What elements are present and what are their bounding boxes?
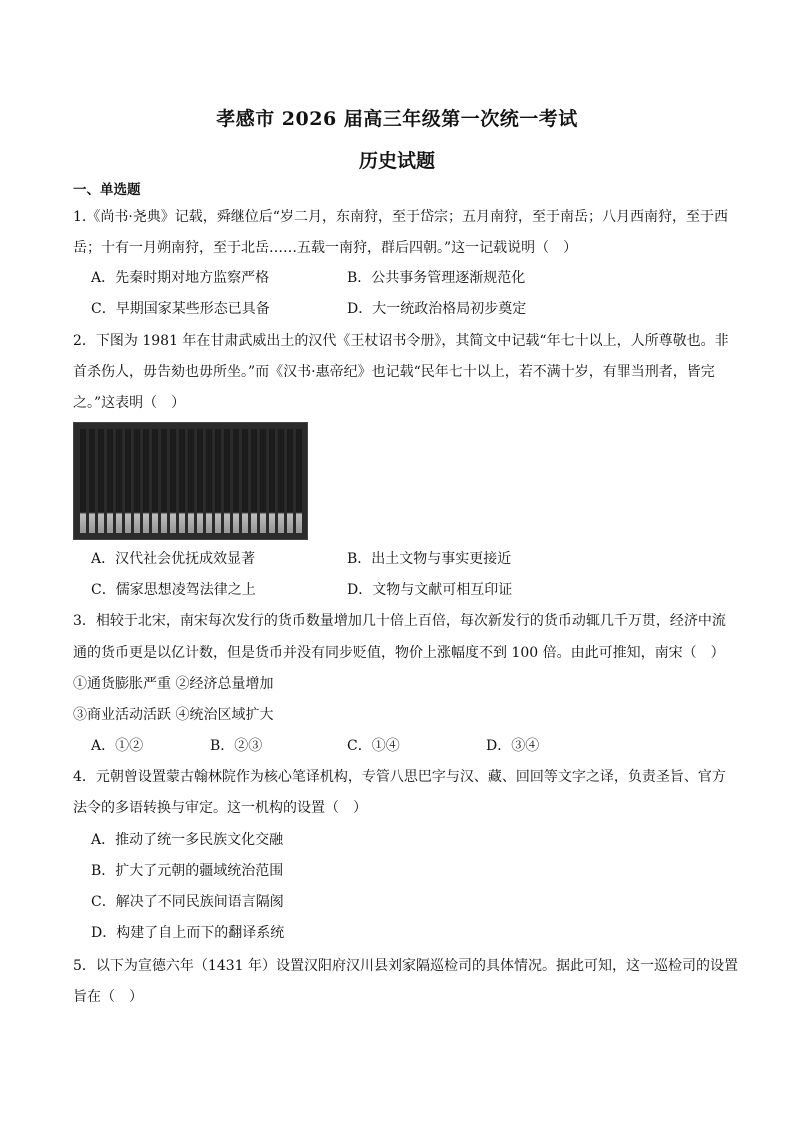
q4-option-a[interactable]: A．推动了统一多民族文化交融 [91, 832, 284, 848]
q5-stem-line-2: 旨在（ ） [73, 989, 143, 1005]
section-heading: 一、单选题 [73, 182, 141, 198]
exam-subtitle: 历史试题 [358, 150, 435, 172]
q4-stem-line-2: 法令的多语转换与审定。这一机构的设置（ ） [73, 800, 367, 816]
q3-sub-item-1: ①通货膨胀严重 ②经济总量增加 [73, 676, 274, 692]
q1-option-c[interactable]: C．早期国家某些形态已具备 [91, 301, 270, 317]
bamboo-slips-photo [73, 422, 308, 540]
q3-option-d[interactable]: D．③④ [486, 738, 540, 754]
q1-option-a[interactable]: A．先秦时期对地方监察严格 [91, 270, 270, 286]
q1-stem-line-1: 1.《尚书·尧典》记载，舜继位后“岁二月，东南狩，至于岱宗；五月南狩，至于南岳；八月西南狩，至于西 [73, 209, 728, 225]
q5-stem-line-1: 5．以下为宣德六年（1431 年）设置汉阳府汉川县刘家隔巡检司的具体情况。据此可知，这一巡检司的设置 [73, 958, 738, 974]
q3-option-c[interactable]: C．①④ [347, 738, 400, 754]
q3-option-b[interactable]: B．②③ [210, 738, 263, 754]
q2-option-d[interactable]: D．文物与文献可相互印证 [347, 582, 513, 598]
q2-stem-line-2: 首杀伤人，毋告劾也毋所坐。”而《汉书·惠帝纪》也记载“民年七十以上，若不满十岁，有罪当刑者，皆完 [73, 364, 715, 380]
q1-option-b[interactable]: B．公共事务管理逐渐规范化 [347, 270, 526, 286]
q1-option-d[interactable]: D．大一统政治格局初步奠定 [347, 301, 527, 317]
q2-option-c[interactable]: C．儒家思想凌驾法律之上 [91, 582, 256, 598]
q2-stem-line-1: 2．下图为 1981 年在甘肃武威出土的汉代《王杖诏书令册》，其简文中记载“年七十以上，人所尊敬也。非 [73, 333, 729, 349]
q3-stem-line-1: 3．相较于北宋，南宋每次发行的货币数量增加几十倍上百倍，每次新发行的货币动辄几千万贯，经济中流 [73, 613, 726, 629]
q4-stem-line-1: 4．元朝曾设置蒙古翰林院作为核心笔译机构，专管八思巴字与汉、藏、回回等文字之译，负责圣旨、官方 [73, 769, 726, 785]
q4-option-c[interactable]: C．解决了不同民族间语言隔阂 [91, 894, 284, 910]
q2-stem-line-3: 之。”这表明（ ） [73, 395, 186, 411]
q4-option-b[interactable]: B．扩大了元朝的疆域统治范围 [91, 863, 284, 879]
q3-stem-line-2: 通的货币更是以亿计数，但是货币并没有同步贬值，物价上涨幅度不到 100 倍。由此可推知，南宋（ ） [73, 645, 725, 661]
q2-option-a[interactable]: A．汉代社会优抚成效显著 [91, 551, 256, 567]
q1-stem-line-2: 岳；十有一月朔南狩，至于北岳……五载一南狩，群后四朝。”这一记载说明（ ） [73, 240, 578, 256]
q4-option-d[interactable]: D．构建了自上而下的翻译系统 [91, 925, 285, 941]
exam-title: 孝感市 2026 届高三年级第一次统一考试 [216, 108, 578, 130]
q2-option-b[interactable]: B．出土文物与事实更接近 [347, 551, 512, 567]
q3-option-a[interactable]: A．①② [91, 738, 144, 754]
q3-sub-item-2: ③商业活动活跃 ④统治区域扩大 [73, 707, 274, 723]
